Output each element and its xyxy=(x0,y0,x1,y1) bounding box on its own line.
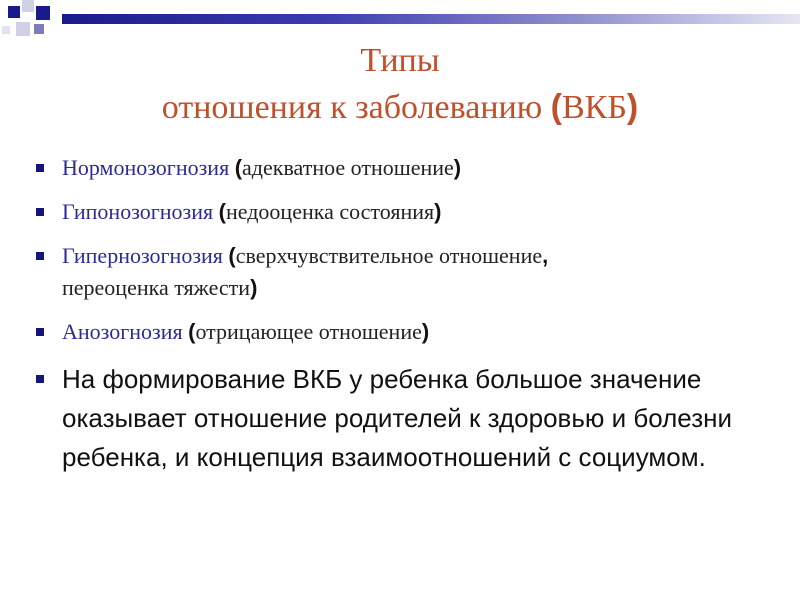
item-term: Нормонозогнозия xyxy=(62,155,230,180)
item-description: адекватное отношение xyxy=(242,155,454,180)
paren-open: ( xyxy=(218,199,226,224)
item-description-continued: переоценка тяжести xyxy=(62,275,251,300)
note-text: На формирование ВКБ у ребенка большое значение оказывает отношение родителей к здоровью и болезни ребенка, и концепция взаимоотношений с социумом. xyxy=(62,364,732,472)
header-accent-bar xyxy=(62,14,800,24)
comma: , xyxy=(542,243,549,268)
item-term: Гипонозогнозия xyxy=(62,199,214,224)
title-line-2 xyxy=(0,84,800,131)
list-item-normonozognosia xyxy=(30,152,780,184)
paren-close: ) xyxy=(453,155,462,180)
square-bullet-icon xyxy=(36,164,44,172)
decor-square xyxy=(2,26,10,34)
decor-square xyxy=(34,24,44,34)
square-bullet-icon xyxy=(36,252,44,260)
item-term: Анозогнозия xyxy=(62,319,183,344)
paren-close: ) xyxy=(434,199,442,224)
decor-square xyxy=(8,6,20,18)
paren-open: ( xyxy=(228,243,236,268)
title-text: отношения к заболеванию xyxy=(161,89,551,126)
decor-square xyxy=(16,22,30,36)
paren-open: ( xyxy=(188,319,196,344)
paren-open: ( xyxy=(234,155,243,180)
title-paren-close: ) xyxy=(626,88,639,126)
item-description: сверхчувствительное отношение xyxy=(235,243,543,268)
square-bullet-icon xyxy=(36,208,44,216)
bullet-list xyxy=(30,152,780,489)
list-item-hipernozognosia xyxy=(30,240,780,304)
list-item-hiponozognosia xyxy=(30,196,780,228)
square-bullet-icon xyxy=(36,328,44,336)
title-paren-open: ( xyxy=(550,88,562,126)
paren-close: ) xyxy=(421,319,430,344)
list-item-note xyxy=(30,360,780,477)
title-abbr: ВКБ xyxy=(561,89,627,126)
square-bullet-icon xyxy=(36,375,44,383)
item-term: Гипернозогнозия xyxy=(62,243,223,268)
title-line-1: Типы xyxy=(360,42,440,79)
decor-square xyxy=(22,0,34,12)
slide-title xyxy=(0,38,800,131)
decor-square xyxy=(36,6,50,20)
item-description: недооценка состояния xyxy=(225,199,435,224)
item-description: отрицающее отношение xyxy=(195,319,422,344)
list-item-anozognosia xyxy=(30,316,780,348)
paren-close: ) xyxy=(250,275,258,300)
